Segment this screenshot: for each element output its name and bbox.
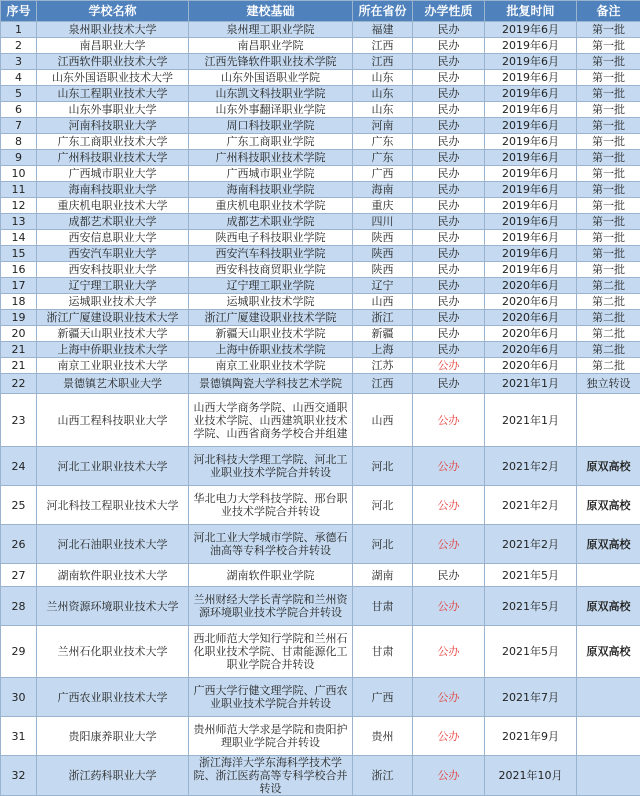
table-row (1, 102, 640, 118)
table-row (1, 756, 640, 796)
table-row (1, 310, 640, 326)
province-cell: 重庆 (353, 198, 413, 214)
approval-date-cell: 2020年6月 (485, 342, 577, 358)
table-row (1, 342, 640, 358)
school-name-cell: 湖南软件职业技术大学 (37, 564, 189, 587)
province-cell: 山东 (353, 86, 413, 102)
nature-cell: 民办 (413, 262, 485, 278)
school-name-cell: 西安信息职业大学 (37, 230, 189, 246)
approval-date-cell: 2019年6月 (485, 70, 577, 86)
row-number-cell: 25 (1, 486, 37, 525)
row-number-cell: 15 (1, 246, 37, 262)
school-name-cell: 山东工程职业技术大学 (37, 86, 189, 102)
approval-date-cell: 2019年6月 (485, 38, 577, 54)
table-row (1, 587, 640, 626)
province-cell: 山西 (353, 394, 413, 447)
table-row (1, 486, 640, 525)
row-number-cell: 18 (1, 294, 37, 310)
table-row (1, 447, 640, 486)
approval-date-cell: 2021年7月 (485, 678, 577, 717)
nature-cell: 民办 (413, 214, 485, 230)
province-cell: 浙江 (353, 756, 413, 796)
table-header-row (1, 1, 640, 22)
school-name-cell: 南昌职业大学 (37, 38, 189, 54)
province-cell: 山东 (353, 70, 413, 86)
row-number-cell: 31 (1, 717, 37, 756)
note-cell: 第一批 (577, 134, 640, 150)
row-number-cell: 24 (1, 447, 37, 486)
province-cell: 辽宁 (353, 278, 413, 294)
approval-date-cell: 2021年2月 (485, 486, 577, 525)
approval-date-cell: 2021年2月 (485, 447, 577, 486)
note-cell: 原双高校 (577, 525, 640, 564)
nature-cell: 公办 (413, 447, 485, 486)
note-cell: 第二批 (577, 294, 640, 310)
approval-date-cell: 2020年6月 (485, 326, 577, 342)
row-number-cell: 11 (1, 182, 37, 198)
table-row (1, 198, 640, 214)
approval-date-cell: 2019年6月 (485, 214, 577, 230)
note-cell: 第二批 (577, 278, 640, 294)
basis-cell: 泉州理工职业学院 (189, 22, 353, 38)
table-row (1, 70, 640, 86)
approval-date-cell: 2021年10月 (485, 756, 577, 796)
province-cell: 浙江 (353, 310, 413, 326)
note-cell: 第一批 (577, 102, 640, 118)
province-cell: 陕西 (353, 246, 413, 262)
note-cell: 原双高校 (577, 587, 640, 626)
header-date: 批复时间 (485, 1, 577, 22)
nature-cell: 民办 (413, 230, 485, 246)
header-note: 备注 (577, 1, 640, 22)
school-name-cell: 上海中侨职业技术大学 (37, 342, 189, 358)
row-number-cell: 29 (1, 626, 37, 678)
basis-cell: 景德镇陶瓷大学科技艺术学院 (189, 374, 353, 394)
province-cell: 河北 (353, 447, 413, 486)
row-number-cell: 3 (1, 54, 37, 70)
nature-cell: 民办 (413, 342, 485, 358)
approval-date-cell: 2020年6月 (485, 358, 577, 374)
row-number-cell: 23 (1, 394, 37, 447)
basis-cell: 湖南软件职业学院 (189, 564, 353, 587)
province-cell: 河南 (353, 118, 413, 134)
basis-cell: 广东工商职业学院 (189, 134, 353, 150)
basis-cell: 浙江广厦建设职业技术学院 (189, 310, 353, 326)
note-cell (577, 717, 640, 756)
province-cell: 河北 (353, 525, 413, 564)
basis-cell: 广西大学行健文理学院、广西农业职业技术学院合并转设 (189, 678, 353, 717)
basis-cell: 南昌职业学院 (189, 38, 353, 54)
approval-date-cell: 2019年6月 (485, 182, 577, 198)
row-number-cell: 13 (1, 214, 37, 230)
table-row (1, 564, 640, 587)
table-row (1, 374, 640, 394)
table-row (1, 326, 640, 342)
row-number-cell: 26 (1, 525, 37, 564)
row-number-cell: 8 (1, 134, 37, 150)
row-number-cell: 22 (1, 374, 37, 394)
row-number-cell: 2 (1, 38, 37, 54)
school-name-cell: 山西工程科技职业大学 (37, 394, 189, 447)
nature-cell: 民办 (413, 326, 485, 342)
note-cell: 原双高校 (577, 486, 640, 525)
province-cell: 广西 (353, 678, 413, 717)
row-number-cell: 20 (1, 326, 37, 342)
basis-cell: 运城职业技术学院 (189, 294, 353, 310)
province-cell: 甘肃 (353, 587, 413, 626)
school-name-cell: 西安汽车职业大学 (37, 246, 189, 262)
school-name-cell: 重庆机电职业技术大学 (37, 198, 189, 214)
basis-cell: 新疆天山职业技术学院 (189, 326, 353, 342)
province-cell: 山东 (353, 102, 413, 118)
school-name-cell: 泉州职业技术大学 (37, 22, 189, 38)
table-row (1, 294, 640, 310)
table-row (1, 246, 640, 262)
table-row (1, 182, 640, 198)
nature-cell: 民办 (413, 118, 485, 134)
province-cell: 广西 (353, 166, 413, 182)
school-name-cell: 山东外国语职业技术大学 (37, 70, 189, 86)
table-row (1, 525, 640, 564)
table-row (1, 166, 640, 182)
approval-date-cell: 2019年6月 (485, 54, 577, 70)
table-row (1, 262, 640, 278)
note-cell: 第一批 (577, 262, 640, 278)
table-row (1, 54, 640, 70)
province-cell: 海南 (353, 182, 413, 198)
province-cell: 甘肃 (353, 626, 413, 678)
table-row (1, 134, 640, 150)
basis-cell: 贵州师范大学求是学院和贵阳护理职业学院合并转设 (189, 717, 353, 756)
school-name-cell: 南京工业职业技术大学 (37, 358, 189, 374)
nature-cell: 公办 (413, 678, 485, 717)
nature-cell: 公办 (413, 626, 485, 678)
basis-cell: 辽宁理工职业学院 (189, 278, 353, 294)
school-name-cell: 江西软件职业技术大学 (37, 54, 189, 70)
nature-cell: 民办 (413, 310, 485, 326)
header-province: 所在省份 (353, 1, 413, 22)
table-row (1, 717, 640, 756)
school-name-cell: 河北工业职业技术大学 (37, 447, 189, 486)
school-name-cell: 兰州资源环境职业技术大学 (37, 587, 189, 626)
basis-cell: 浙江海洋大学东海科学技术学院、浙江医药高等专科学校合并转设 (189, 756, 353, 796)
basis-cell: 山东凯文科技职业学院 (189, 86, 353, 102)
row-number-cell: 27 (1, 564, 37, 587)
nature-cell: 民办 (413, 564, 485, 587)
note-cell (577, 678, 640, 717)
nature-cell: 民办 (413, 374, 485, 394)
nature-cell: 民办 (413, 54, 485, 70)
school-name-cell: 河北科技工程职业技术大学 (37, 486, 189, 525)
basis-cell: 西北师范大学知行学院和兰州石化职业技术学院、甘肃能源化工职业学院合并转设 (189, 626, 353, 678)
approval-date-cell: 2021年9月 (485, 717, 577, 756)
approval-date-cell: 2019年6月 (485, 86, 577, 102)
school-name-cell: 浙江药科职业大学 (37, 756, 189, 796)
nature-cell: 民办 (413, 278, 485, 294)
note-cell: 第一批 (577, 54, 640, 70)
approval-date-cell: 2019年6月 (485, 166, 577, 182)
school-name-cell: 广西农业职业技术大学 (37, 678, 189, 717)
approval-date-cell: 2021年5月 (485, 587, 577, 626)
approval-date-cell: 2019年6月 (485, 134, 577, 150)
school-name-cell: 贵阳康养职业大学 (37, 717, 189, 756)
province-cell: 江苏 (353, 358, 413, 374)
note-cell: 第一批 (577, 70, 640, 86)
nature-cell: 民办 (413, 86, 485, 102)
table-row (1, 38, 640, 54)
row-number-cell: 7 (1, 118, 37, 134)
nature-cell: 民办 (413, 198, 485, 214)
school-name-cell: 广东工商职业技术大学 (37, 134, 189, 150)
basis-cell: 南京工业职业技术学院 (189, 358, 353, 374)
approval-date-cell: 2019年6月 (485, 102, 577, 118)
table-row (1, 358, 640, 374)
row-number-cell: 21 (1, 342, 37, 358)
province-cell: 广东 (353, 134, 413, 150)
approval-date-cell: 2021年1月 (485, 374, 577, 394)
table-row (1, 626, 640, 678)
province-cell: 陕西 (353, 262, 413, 278)
basis-cell: 广州科技职业技术学院 (189, 150, 353, 166)
table-row (1, 678, 640, 717)
table-row (1, 230, 640, 246)
approval-date-cell: 2019年6月 (485, 22, 577, 38)
province-cell: 上海 (353, 342, 413, 358)
approval-date-cell: 2020年6月 (485, 310, 577, 326)
row-number-cell: 9 (1, 150, 37, 166)
school-name-cell: 景德镇艺术职业大学 (37, 374, 189, 394)
note-cell: 第一批 (577, 38, 640, 54)
province-cell: 江西 (353, 38, 413, 54)
approval-date-cell: 2020年6月 (485, 278, 577, 294)
school-name-cell: 山东外事职业大学 (37, 102, 189, 118)
note-cell: 第二批 (577, 342, 640, 358)
table-row (1, 118, 640, 134)
row-number-cell: 19 (1, 310, 37, 326)
note-cell: 原双高校 (577, 447, 640, 486)
note-cell: 第二批 (577, 310, 640, 326)
row-number-cell: 6 (1, 102, 37, 118)
row-number-cell: 32 (1, 756, 37, 796)
province-cell: 湖南 (353, 564, 413, 587)
row-number-cell: 16 (1, 262, 37, 278)
province-cell: 福建 (353, 22, 413, 38)
nature-cell: 公办 (413, 525, 485, 564)
row-number-cell: 10 (1, 166, 37, 182)
basis-cell: 河北科技大学理工学院、河北工业职业技术学院合并转设 (189, 447, 353, 486)
basis-cell: 广西城市职业学院 (189, 166, 353, 182)
note-cell: 第一批 (577, 166, 640, 182)
note-cell: 第一批 (577, 182, 640, 198)
province-cell: 山西 (353, 294, 413, 310)
school-name-cell: 浙江广厦建设职业技术大学 (37, 310, 189, 326)
approval-date-cell: 2021年5月 (485, 626, 577, 678)
table-row (1, 150, 640, 166)
basis-cell: 上海中侨职业技术学院 (189, 342, 353, 358)
note-cell: 第一批 (577, 214, 640, 230)
province-cell: 贵州 (353, 717, 413, 756)
table-row (1, 214, 640, 230)
school-name-cell: 广州科技职业技术大学 (37, 150, 189, 166)
approval-date-cell: 2019年6月 (485, 262, 577, 278)
school-name-cell: 兰州石化职业技术大学 (37, 626, 189, 678)
basis-cell: 山东外事翻译职业学院 (189, 102, 353, 118)
approval-date-cell: 2019年6月 (485, 230, 577, 246)
note-cell (577, 394, 640, 447)
province-cell: 河北 (353, 486, 413, 525)
row-number-cell: 21 (1, 358, 37, 374)
province-cell: 广东 (353, 150, 413, 166)
nature-cell: 公办 (413, 394, 485, 447)
row-number-cell: 5 (1, 86, 37, 102)
basis-cell: 成都艺术职业学院 (189, 214, 353, 230)
note-cell: 第一批 (577, 86, 640, 102)
nature-cell: 民办 (413, 150, 485, 166)
basis-cell: 兰州财经大学长青学院和兰州资源环境职业技术学院合并转设 (189, 587, 353, 626)
nature-cell: 民办 (413, 38, 485, 54)
row-number-cell: 28 (1, 587, 37, 626)
nature-cell: 公办 (413, 717, 485, 756)
note-cell: 第一批 (577, 198, 640, 214)
note-cell: 原双高校 (577, 626, 640, 678)
basis-cell: 江西先锋软件职业技术学院 (189, 54, 353, 70)
nature-cell: 民办 (413, 102, 485, 118)
note-cell: 第一批 (577, 150, 640, 166)
province-cell: 陕西 (353, 230, 413, 246)
note-cell (577, 564, 640, 587)
province-cell: 江西 (353, 54, 413, 70)
nature-cell: 民办 (413, 70, 485, 86)
nature-cell: 民办 (413, 22, 485, 38)
approval-date-cell: 2019年6月 (485, 198, 577, 214)
row-number-cell: 17 (1, 278, 37, 294)
school-name-cell: 运城职业技术大学 (37, 294, 189, 310)
approval-date-cell: 2021年2月 (485, 525, 577, 564)
school-name-cell: 新疆天山职业技术大学 (37, 326, 189, 342)
school-name-cell: 成都艺术职业大学 (37, 214, 189, 230)
province-cell: 江西 (353, 374, 413, 394)
header-name: 学校名称 (37, 1, 189, 22)
nature-cell: 民办 (413, 294, 485, 310)
note-cell: 第一批 (577, 230, 640, 246)
header-basis: 建校基础 (189, 1, 353, 22)
nature-cell: 公办 (413, 486, 485, 525)
note-cell: 第一批 (577, 246, 640, 262)
row-number-cell: 14 (1, 230, 37, 246)
school-name-cell: 海南科技职业大学 (37, 182, 189, 198)
school-name-cell: 河北石油职业技术大学 (37, 525, 189, 564)
approval-date-cell: 2021年5月 (485, 564, 577, 587)
note-cell: 第一批 (577, 22, 640, 38)
basis-cell: 重庆机电职业技术学院 (189, 198, 353, 214)
table-row (1, 278, 640, 294)
basis-cell: 西安科技商贸职业学院 (189, 262, 353, 278)
school-name-cell: 广西城市职业大学 (37, 166, 189, 182)
basis-cell: 周口科技职业学院 (189, 118, 353, 134)
approval-date-cell: 2019年6月 (485, 118, 577, 134)
basis-cell: 华北电力大学科技学院、邢台职业技术学院合并转设 (189, 486, 353, 525)
basis-cell: 海南科技职业学院 (189, 182, 353, 198)
table-row (1, 86, 640, 102)
row-number-cell: 1 (1, 22, 37, 38)
table-row (1, 394, 640, 447)
basis-cell: 陕西电子科技职业学院 (189, 230, 353, 246)
nature-cell: 公办 (413, 587, 485, 626)
nature-cell: 民办 (413, 166, 485, 182)
nature-cell: 民办 (413, 182, 485, 198)
approval-date-cell: 2020年6月 (485, 294, 577, 310)
basis-cell: 山东外国语职业学院 (189, 70, 353, 86)
note-cell: 第二批 (577, 358, 640, 374)
school-name-cell: 河南科技职业大学 (37, 118, 189, 134)
row-number-cell: 30 (1, 678, 37, 717)
note-cell: 第一批 (577, 118, 640, 134)
approval-date-cell: 2019年6月 (485, 246, 577, 262)
approval-date-cell: 2019年6月 (485, 150, 577, 166)
row-number-cell: 12 (1, 198, 37, 214)
basis-cell: 西安汽车科技职业学院 (189, 246, 353, 262)
nature-cell: 公办 (413, 358, 485, 374)
table-row (1, 22, 640, 38)
province-cell: 四川 (353, 214, 413, 230)
school-name-cell: 西安科技职业大学 (37, 262, 189, 278)
basis-cell: 河北工业大学城市学院、承德石油高等专科学校合并转设 (189, 525, 353, 564)
nature-cell: 民办 (413, 134, 485, 150)
header-no: 序号 (1, 1, 37, 22)
header-type: 办学性质 (413, 1, 485, 22)
province-cell: 新疆 (353, 326, 413, 342)
approval-date-cell: 2021年1月 (485, 394, 577, 447)
note-cell: 独立转设 (577, 374, 640, 394)
school-name-cell: 辽宁理工职业大学 (37, 278, 189, 294)
basis-cell: 山西大学商务学院、山西交通职业技术学院、山西建筑职业技术学院、山西省商务学校合并组建 (189, 394, 353, 447)
note-cell: 第二批 (577, 326, 640, 342)
nature-cell: 民办 (413, 246, 485, 262)
nature-cell: 公办 (413, 756, 485, 796)
note-cell (577, 756, 640, 796)
row-number-cell: 4 (1, 70, 37, 86)
